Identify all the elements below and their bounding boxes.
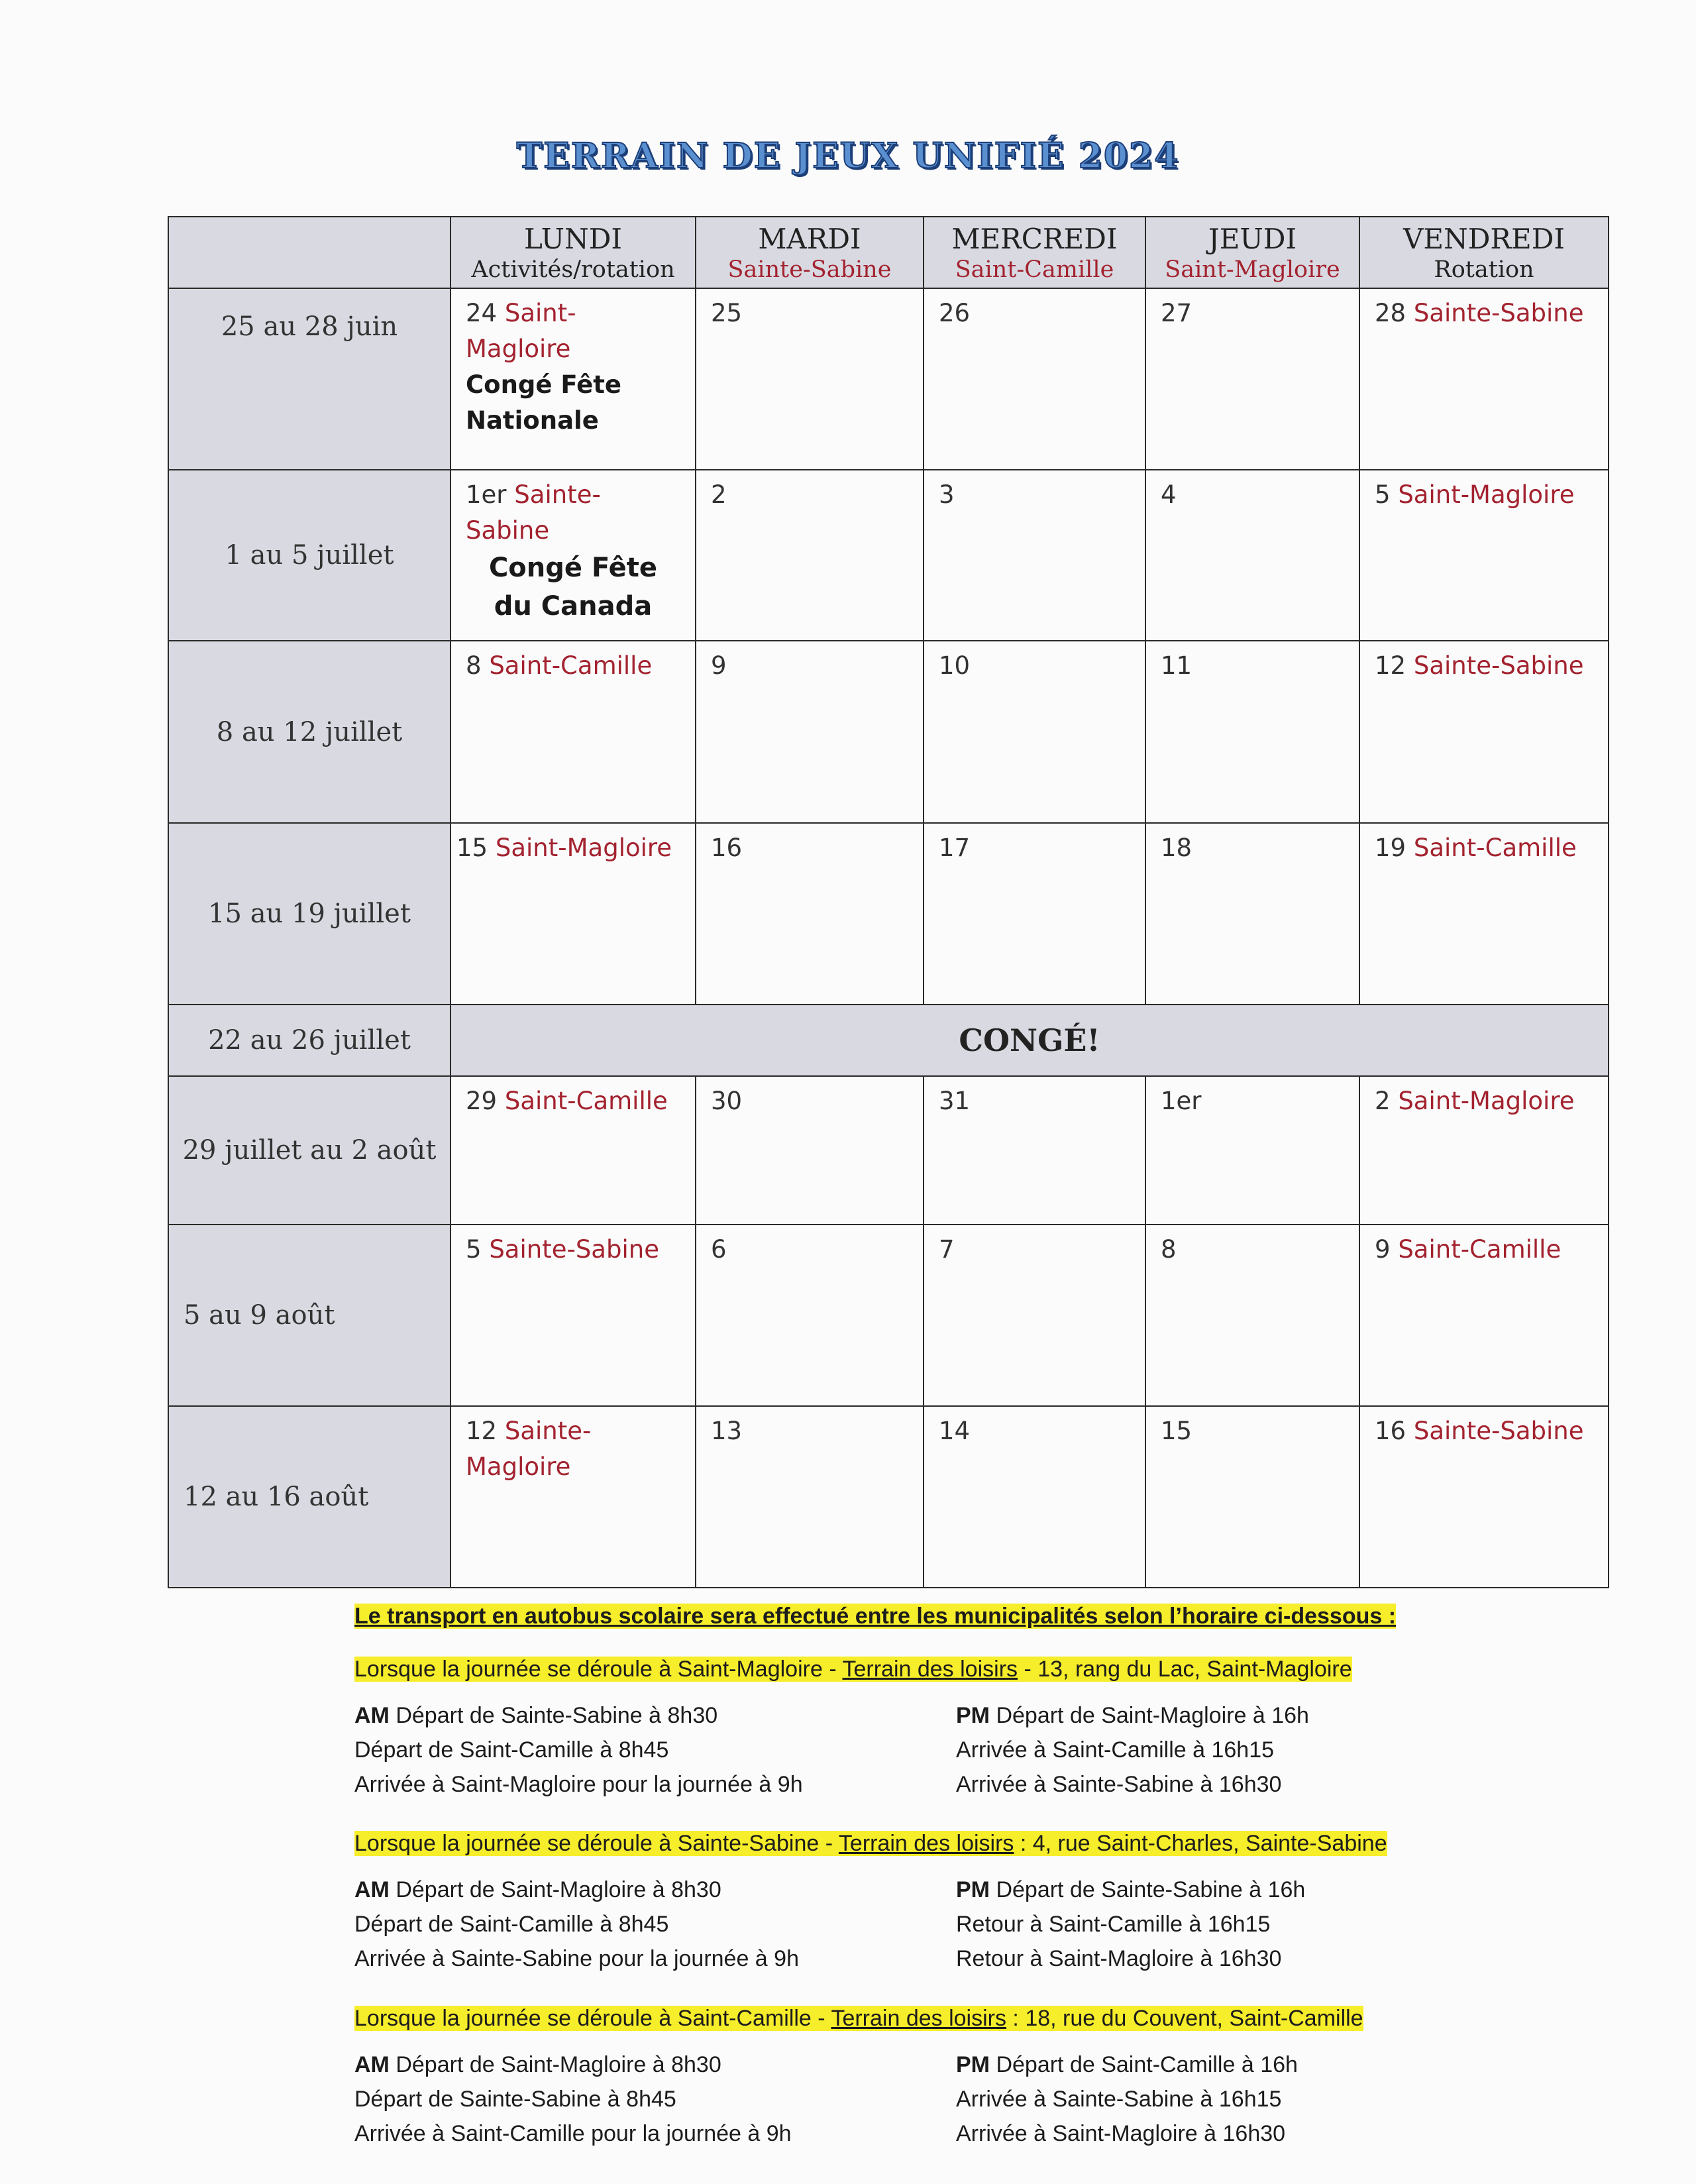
day-number: 16 (1375, 1417, 1406, 1445)
section-place: Terrain des loisirs (831, 2006, 1006, 2031)
am-line: Départ de Saint-Magloire à 8h30 (396, 2052, 721, 2077)
day-location: Saint-Magloire (1398, 480, 1575, 509)
day-cell (450, 823, 696, 1005)
day-cell (450, 1076, 696, 1225)
day-number: 7 (939, 1235, 955, 1264)
section-address: : 18, rue du Couvent, Saint-Camille (1006, 2006, 1363, 2031)
day-name: MARDI (758, 223, 861, 255)
section-address: - 13, rang du Lac, Saint-Magloire (1018, 1657, 1352, 1682)
week-label: 1 au 5 juillet (168, 470, 450, 641)
transport-section-heading (354, 1827, 1387, 1860)
header-mardi (696, 217, 924, 288)
week-label: 22 au 26 juillet (168, 1005, 450, 1076)
day-number: 30 (711, 1087, 743, 1115)
day-number: 1er (466, 480, 507, 509)
pm-line: Retour à Saint-Camille à 16h15 (956, 1912, 1271, 1937)
day-cell (450, 641, 696, 823)
day-location: Saint-Camille (1398, 1235, 1562, 1264)
day-location: Saint-Magloire (466, 299, 576, 363)
day-cell (1145, 288, 1359, 470)
day-sub: Saint-Magloire (1165, 256, 1340, 283)
day-location: Saint-Camille (1413, 834, 1577, 862)
day-name: MERCREDI (951, 223, 1118, 255)
day-number: 28 (1375, 299, 1406, 327)
section-address: : 4, rue Saint-Charles, Sainte-Sabine (1014, 1831, 1387, 1856)
day-cell (1145, 1076, 1359, 1225)
week-label: 12 au 16 août (168, 1406, 450, 1588)
day-number: 13 (711, 1417, 743, 1445)
day-location: Sainte-Magloire (466, 1417, 592, 1481)
day-cell (1359, 288, 1609, 470)
day-cell (450, 1406, 696, 1588)
page-title: TERRAIN DE JEUX UNIFIÉ 2024 (516, 136, 1180, 176)
day-number: 25 (711, 299, 743, 327)
day-name: VENDREDI (1403, 223, 1565, 255)
transport-intro-text: Le transport en autobus scolaire sera effectué entre les municipalités selon l’horaire ci-dessous : (354, 1604, 1397, 1629)
week-row (168, 823, 1609, 1005)
am-column (354, 1873, 951, 1976)
am-line: Arrivée à Saint-Camille pour la journée à 9h (354, 2121, 792, 2146)
day-cell (1145, 1225, 1359, 1406)
day-location: Saint-Magloire (495, 834, 672, 862)
am-line: Départ de Saint-Camille à 8h45 (354, 1912, 669, 1937)
pm-line: Départ de Saint-Magloire à 16h (996, 1703, 1309, 1728)
day-number: 8 (466, 651, 482, 680)
conge-banner: CONGÉ! (450, 1005, 1609, 1076)
pm-tag: PM (956, 2052, 990, 2077)
day-number: 29 (466, 1087, 498, 1115)
day-sub: Saint-Camille (955, 256, 1114, 283)
day-number: 18 (1161, 834, 1192, 862)
day-name: JEUDI (1208, 223, 1297, 255)
day-number: 14 (939, 1417, 971, 1445)
day-cell (696, 1406, 924, 1588)
day-cell (924, 470, 1145, 641)
transport-schedule (354, 2048, 1547, 2146)
day-cell (924, 288, 1145, 470)
day-cell (1145, 823, 1359, 1005)
day-number: 10 (939, 651, 971, 680)
pm-column (956, 1873, 1552, 1976)
am-tag: AM (354, 1877, 390, 1902)
day-sub: Sainte-Sabine (727, 256, 892, 283)
day-sub: Rotation (1434, 256, 1534, 283)
am-line: Départ de Saint-Camille à 8h45 (354, 1737, 669, 1763)
week-row (168, 641, 1609, 823)
week-label: 5 au 9 août (168, 1225, 450, 1406)
pm-line: Arrivée à Saint-Camille à 16h15 (956, 1737, 1275, 1763)
transport-section-heading (354, 2002, 1363, 2035)
day-number: 24 (466, 299, 498, 327)
day-cell (696, 823, 924, 1005)
header-mercredi (924, 217, 1145, 288)
day-number: 12 (1375, 651, 1406, 680)
day-cell (1145, 1406, 1359, 1588)
day-location: Sainte-Sabine (466, 480, 601, 545)
day-number: 31 (939, 1087, 971, 1115)
header-corner (168, 217, 450, 288)
day-cell (924, 823, 1145, 1005)
day-cell (924, 1406, 1145, 1588)
day-number: 1er (1161, 1087, 1202, 1115)
am-column (354, 2048, 951, 2151)
pm-line: Départ de Sainte-Sabine à 16h (996, 1877, 1306, 1902)
day-number: 5 (1375, 480, 1391, 509)
pm-line: Retour à Saint-Magloire à 16h30 (956, 1946, 1282, 1971)
am-line: Arrivée à Saint-Magloire pour la journée à 9h (354, 1772, 803, 1797)
pm-line: Arrivée à Saint-Magloire à 16h30 (956, 2121, 1286, 2146)
day-cell (450, 1225, 696, 1406)
week-row (168, 1225, 1609, 1406)
week-label: 25 au 28 juin (168, 288, 450, 470)
header-vendredi (1359, 217, 1609, 288)
day-cell (1145, 641, 1359, 823)
section-lead: Lorsque la journée se déroule à Saint-Camille - (354, 2006, 831, 2031)
day-cell (696, 470, 924, 641)
day-location: Sainte-Sabine (1413, 651, 1584, 680)
pm-column (956, 1698, 1552, 1802)
week-label: 29 juillet au 2 août (168, 1076, 450, 1225)
day-number: 5 (466, 1235, 482, 1264)
week-row (168, 470, 1609, 641)
day-cell (1145, 470, 1359, 641)
day-number: 8 (1161, 1235, 1177, 1264)
day-number: 9 (711, 651, 727, 680)
am-tag: AM (354, 1703, 390, 1728)
day-location: Saint-Magloire (1398, 1087, 1575, 1115)
day-cell (924, 1076, 1145, 1225)
day-note: Congé Fête du Canada (488, 553, 658, 622)
day-number: 27 (1161, 299, 1192, 327)
pm-line: Arrivée à Sainte-Sabine à 16h15 (956, 2087, 1282, 2112)
transport-schedule (354, 1873, 1547, 1979)
day-name: LUNDI (523, 223, 622, 255)
am-line: Départ de Saint-Magloire à 8h30 (396, 1877, 721, 1902)
day-number: 12 (466, 1417, 498, 1445)
day-cell (1359, 470, 1609, 641)
day-note: Congé Fête Nationale (466, 370, 622, 435)
am-line: Départ de Sainte-Sabine à 8h45 (354, 2087, 676, 2112)
header-jeudi (1145, 217, 1359, 288)
section-place: Terrain des loisirs (838, 1831, 1014, 1856)
pm-column (956, 2048, 1552, 2151)
day-cell (1359, 823, 1609, 1005)
pm-line: Arrivée à Sainte-Sabine à 16h30 (956, 1772, 1282, 1797)
day-number: 2 (711, 480, 727, 509)
pm-tag: PM (956, 1877, 990, 1902)
day-cell (1359, 1406, 1609, 1588)
am-line: Arrivée à Sainte-Sabine pour la journée à 9h (354, 1946, 799, 1971)
week-row (168, 1406, 1609, 1588)
day-number: 6 (711, 1235, 727, 1264)
day-cell (450, 288, 696, 470)
section-lead: Lorsque la journée se déroule à Sainte-Sabine - (354, 1831, 839, 1856)
section-lead: Lorsque la journée se déroule à Saint-Magloire - (354, 1657, 843, 1682)
day-number: 3 (939, 480, 955, 509)
day-cell (1359, 641, 1609, 823)
day-number: 16 (711, 834, 743, 862)
day-number: 26 (939, 299, 971, 327)
day-location: Saint-Camille (489, 651, 653, 680)
week-label: 8 au 12 juillet (168, 641, 450, 823)
day-location: Sainte-Sabine (1413, 299, 1584, 327)
transport-intro (354, 1600, 1396, 1633)
day-cell (1359, 1225, 1609, 1406)
day-cell (696, 641, 924, 823)
day-cell (696, 288, 924, 470)
transport-schedule (354, 1698, 1547, 1804)
calendar-table (168, 216, 1609, 1588)
day-location: Sainte-Sabine (1413, 1417, 1584, 1445)
day-cell (696, 1076, 924, 1225)
am-tag: AM (354, 2052, 390, 2077)
section-place: Terrain des loisirs (842, 1657, 1018, 1682)
pm-tag: PM (956, 1703, 990, 1728)
day-number: 17 (939, 834, 971, 862)
day-number: 9 (1375, 1235, 1391, 1264)
day-location: Saint-Camille (504, 1087, 668, 1115)
day-cell (696, 1225, 924, 1406)
am-line: Départ de Sainte-Sabine à 8h30 (396, 1703, 718, 1728)
day-location: Sainte-Sabine (489, 1235, 659, 1264)
day-number: 4 (1161, 480, 1177, 509)
day-number: 15 (456, 834, 488, 862)
header-lundi (450, 217, 696, 288)
day-cell (1359, 1076, 1609, 1225)
day-number: 11 (1161, 651, 1192, 680)
day-number: 19 (1375, 834, 1406, 862)
day-sub: Activités/rotation (471, 256, 675, 283)
week-label: 15 au 19 juillet (168, 823, 450, 1005)
week-row (168, 1076, 1609, 1225)
day-number: 2 (1375, 1087, 1391, 1115)
day-cell (924, 1225, 1145, 1406)
pm-line: Départ de Saint-Camille à 16h (996, 2052, 1298, 2077)
day-cell (450, 470, 696, 641)
week-row-conge (168, 1005, 1609, 1076)
transport-section-heading (354, 1653, 1352, 1686)
week-row (168, 288, 1609, 470)
am-column (354, 1698, 951, 1802)
day-cell (924, 641, 1145, 823)
day-number: 15 (1161, 1417, 1192, 1445)
